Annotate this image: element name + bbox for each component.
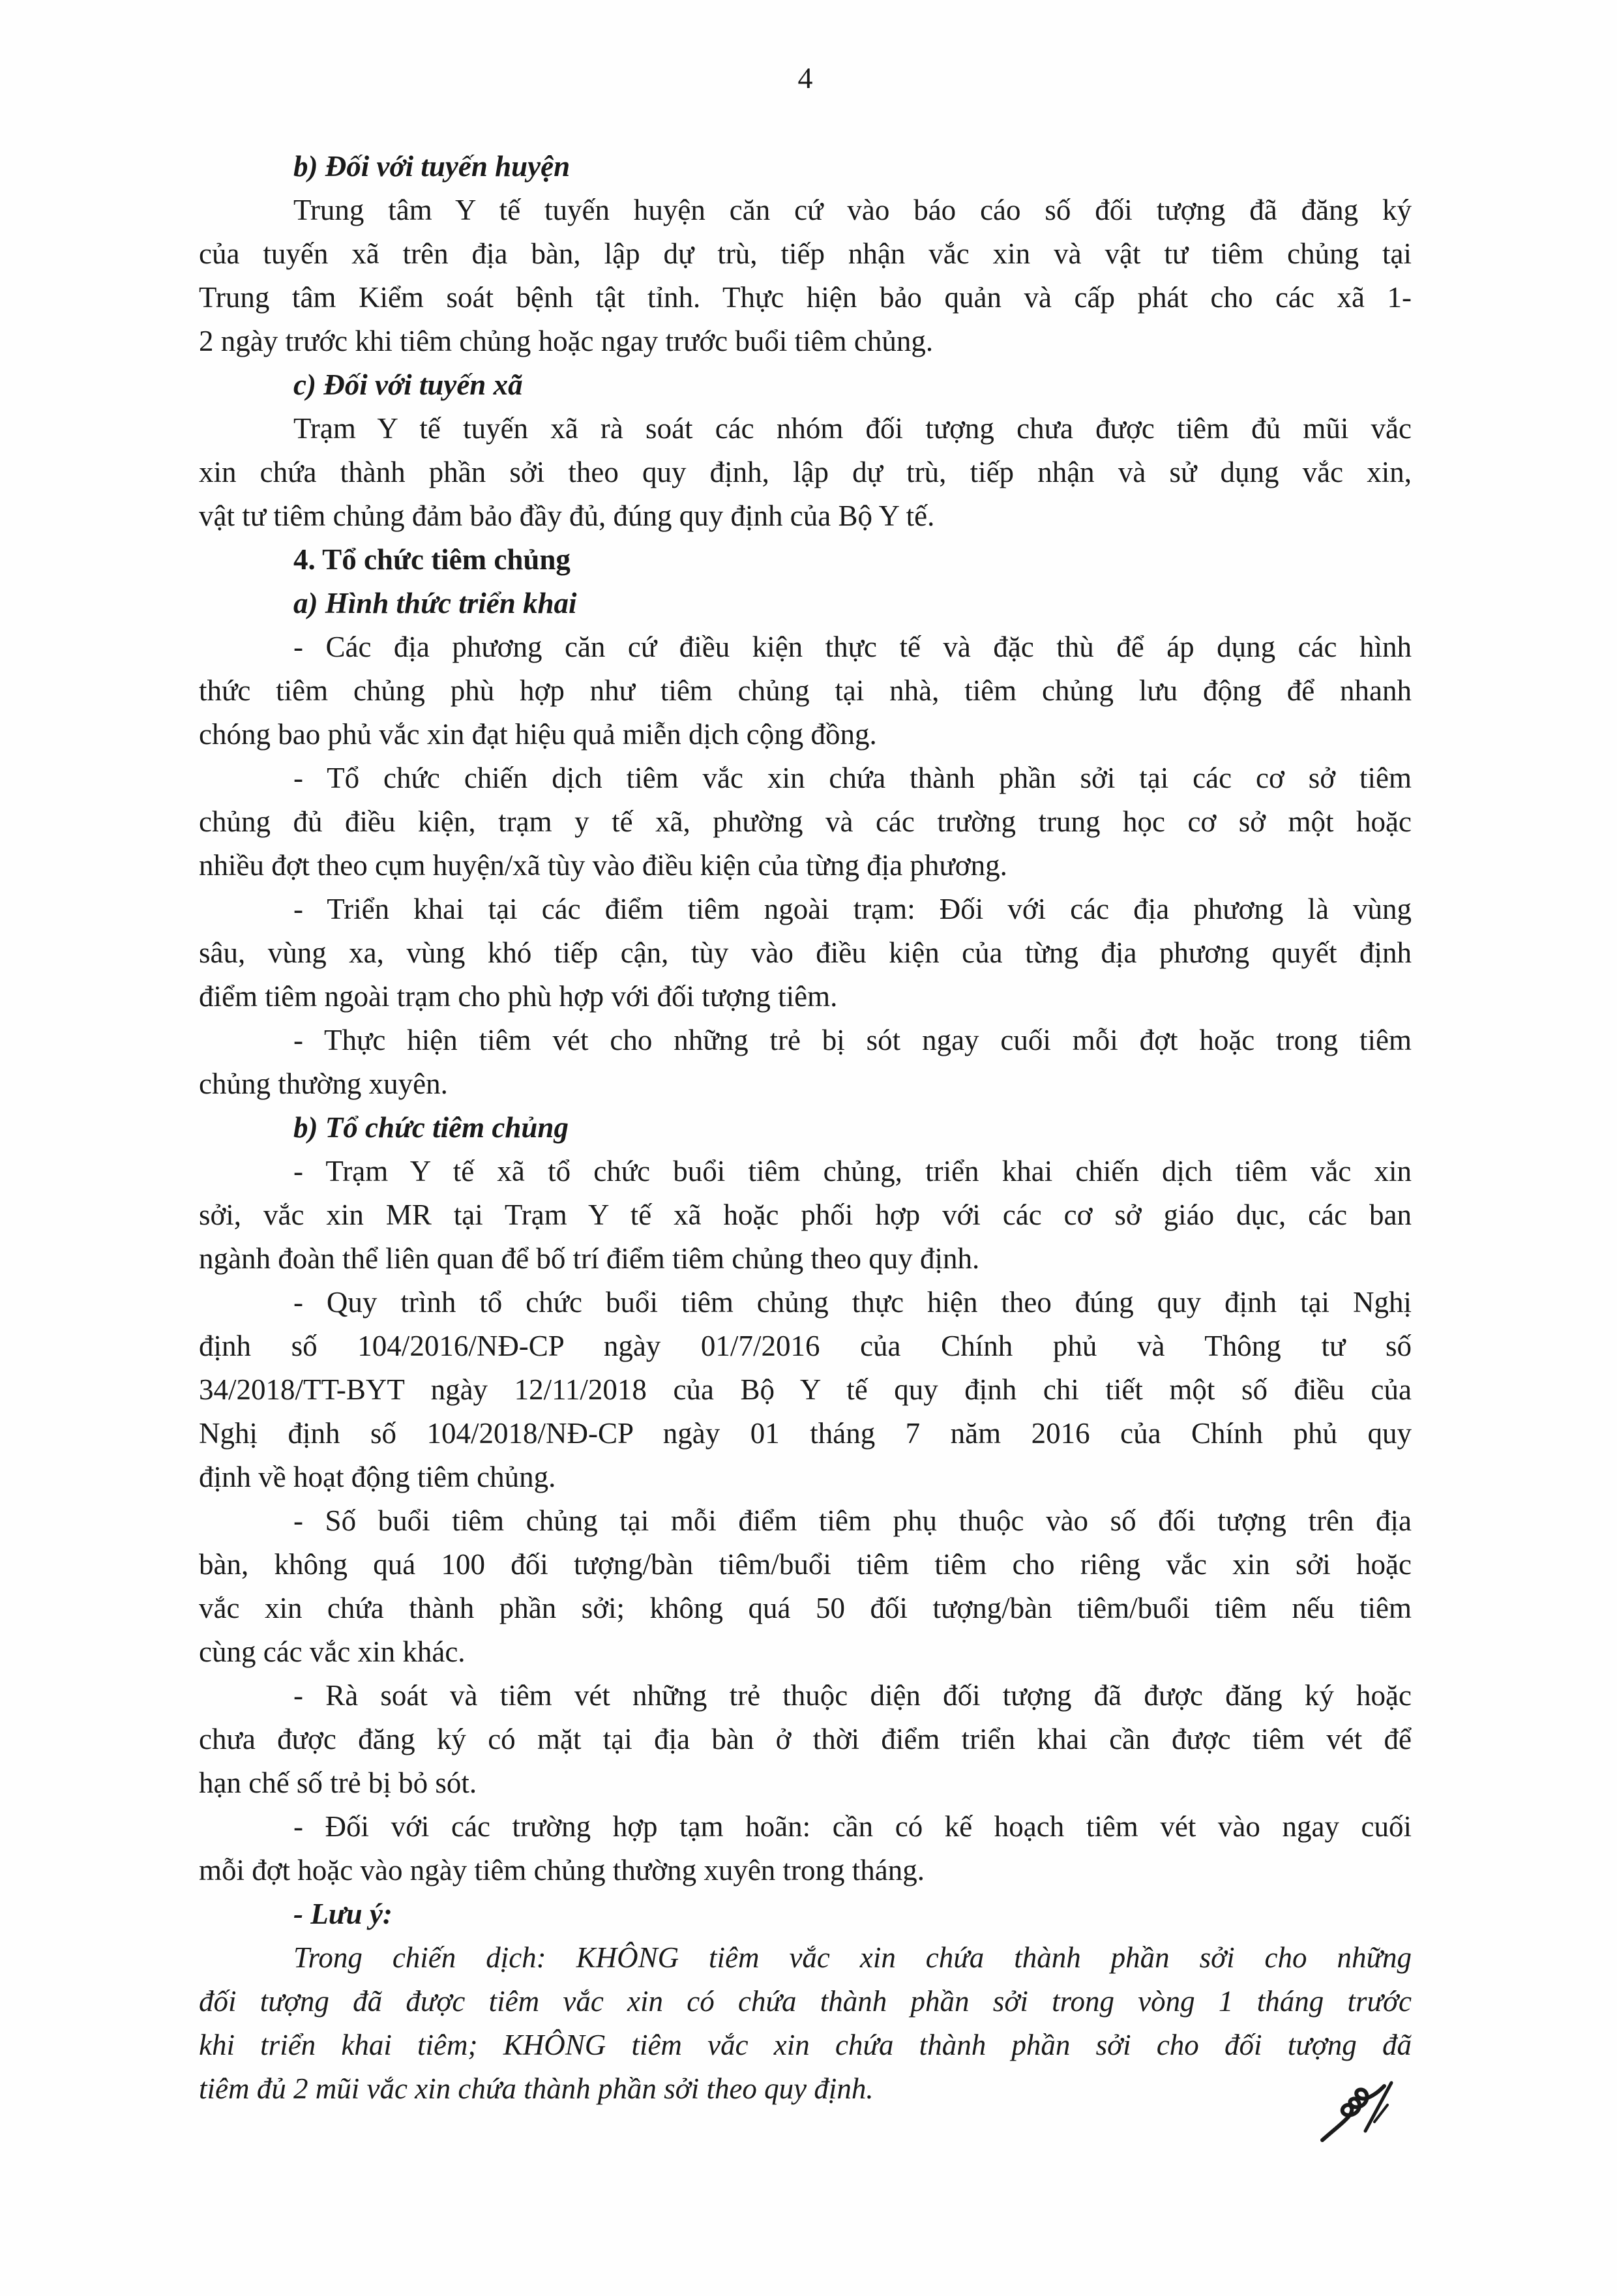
text-line: Trung tâm Y tế tuyến huyện căn cứ vào báo cáo số đối tượng đã đăng ký <box>293 194 1412 226</box>
text-line: Trung tâm Kiểm soát bệnh tật tỉnh. Thực hiện bảo quản và cấp phát cho các xã 1- <box>199 281 1412 314</box>
text-line: chưa được đăng ký có mặt tại địa bàn ở thời điểm triển khai cần được tiêm vét để <box>199 1723 1412 1755</box>
paragraph <box>199 407 1412 538</box>
paragraph <box>199 1281 1412 1499</box>
text-line: 2 ngày trước khi tiêm chủng hoặc ngay trước buổi tiêm chủng. <box>199 325 934 357</box>
heading <box>199 145 1412 188</box>
text-line: Trạm Y tế tuyến xã rà soát các nhóm đối tượng chưa được tiêm đủ mũi vắc <box>293 412 1412 445</box>
text-line: sâu, vùng xa, vùng khó tiếp cận, tùy vào điều kiện của từng địa phương quyết định <box>199 936 1412 969</box>
heading-line: a) Hình thức triển khai <box>293 587 577 619</box>
text-line: - Triển khai tại các điểm tiêm ngoài trạm: Đối với các địa phương là vùng <box>293 893 1412 925</box>
paragraph <box>199 1936 1412 2111</box>
heading-line: b) Đối với tuyến huyện <box>293 150 571 183</box>
text-line: - Rà soát và tiêm vét những trẻ thuộc diện đối tượng đã được đăng ký hoặc <box>293 1679 1412 1712</box>
text-line: mỗi đợt hoặc vào ngày tiêm chủng thường xuyên trong tháng. <box>199 1854 925 1886</box>
text-line: sởi, vắc xin MR tại Trạm Y tế xã hoặc phối hợp với các cơ sở giáo dục, các ban <box>199 1199 1412 1231</box>
document-body <box>199 145 1412 2111</box>
heading <box>199 1892 1412 1936</box>
heading-line: 4. Tổ chức tiêm chủng <box>293 543 571 576</box>
paragraph <box>199 1150 1412 1281</box>
text-line: định số 104/2016/NĐ-CP ngày 01/7/2016 của Chính phủ và Thông tư số <box>199 1330 1412 1362</box>
text-line: - Tổ chức chiến dịch tiêm vắc xin chứa thành phần sởi tại các cơ sở tiêm <box>293 762 1412 794</box>
text-line: chóng bao phủ vắc xin đạt hiệu quả miễn dịch cộng đồng. <box>199 718 877 751</box>
text-line: Trong chiến dịch: KHÔNG tiêm vắc xin chứa thành phần sởi cho những <box>293 1941 1412 1974</box>
heading <box>199 363 1412 407</box>
text-line: Nghị định số 104/2018/NĐ-CP ngày 01 tháng 7 năm 2016 của Chính phủ quy <box>199 1417 1412 1450</box>
text-line: chủng đủ điều kiện, trạm y tế xã, phường và các trường trung học cơ sở một hoặc <box>199 805 1412 838</box>
heading <box>199 538 1412 582</box>
paragraph <box>199 188 1412 363</box>
text-line: đối tượng đã được tiêm vắc xin có chứa thành phần sởi trong vòng 1 tháng trước <box>199 1985 1412 2018</box>
text-line: - Quy trình tổ chức buổi tiêm chủng thực hiện theo đúng quy định tại Nghị <box>293 1286 1412 1319</box>
heading-line: - Lưu ý: <box>293 1898 393 1930</box>
text-line: hạn chế số trẻ bị bỏ sót. <box>199 1767 477 1799</box>
paragraph <box>199 625 1412 756</box>
text-line: ngành đoàn thể liên quan để bố trí điểm tiêm chủng theo quy định. <box>199 1242 980 1275</box>
paragraph <box>199 756 1412 887</box>
handwritten-signature-mark <box>1318 2075 1410 2150</box>
text-line: - Các địa phương căn cứ điều kiện thực tế và đặc thù để áp dụng các hình <box>293 631 1412 663</box>
heading <box>199 1106 1412 1150</box>
paragraph <box>199 1019 1412 1106</box>
text-line: nhiều đợt theo cụm huyện/xã tùy vào điều kiện của từng địa phương. <box>199 849 1007 882</box>
page-number: 4 <box>797 61 813 95</box>
heading-line: c) Đối với tuyến xã <box>293 368 523 401</box>
text-line: - Đối với các trường hợp tạm hoãn: cần có kế hoạch tiêm vét vào ngay cuối <box>293 1810 1412 1843</box>
text-line: - Thực hiện tiêm vét cho những trẻ bị sót ngay cuối mỗi đợt hoặc trong tiêm <box>293 1024 1412 1056</box>
text-line: bàn, không quá 100 đối tượng/bàn tiêm/buổi tiêm tiêm cho riêng vắc xin sởi hoặc <box>199 1548 1412 1581</box>
text-line: điểm tiêm ngoài trạm cho phù hợp với đối tượng tiêm. <box>199 980 838 1013</box>
text-line: cùng các vắc xin khác. <box>199 1635 466 1668</box>
heading <box>199 582 1412 625</box>
text-line: tiêm đủ 2 mũi vắc xin chứa thành phần sởi theo quy định. <box>199 2072 874 2105</box>
text-line: 34/2018/TT-BYT ngày 12/11/2018 của Bộ Y tế quy định chi tiết một số điều của <box>199 1373 1412 1406</box>
paragraph <box>199 1674 1412 1805</box>
text-line: thức tiêm chủng phù hợp như tiêm chủng tại nhà, tiêm chủng lưu động để nhanh <box>199 674 1412 707</box>
text-line: vắc xin chứa thành phần sởi; không quá 50 đối tượng/bàn tiêm/buổi tiêm nếu tiêm <box>199 1592 1412 1624</box>
text-line: chủng thường xuyên. <box>199 1067 448 1100</box>
paragraph <box>199 887 1412 1019</box>
text-line: của tuyến xã trên địa bàn, lập dự trù, tiếp nhận vắc xin và vật tư tiêm chủng tại <box>199 237 1412 270</box>
paragraph <box>199 1499 1412 1674</box>
text-line: - Số buổi tiêm chủng tại mỗi điểm tiêm phụ thuộc vào số đối tượng trên địa <box>293 1504 1412 1537</box>
text-line: - Trạm Y tế xã tổ chức buổi tiêm chủng, triển khai chiến dịch tiêm vắc xin <box>293 1155 1412 1187</box>
text-line: vật tư tiêm chủng đảm bảo đầy đủ, đúng quy định của Bộ Y tế. <box>199 499 935 532</box>
text-line: khi triển khai tiêm; KHÔNG tiêm vắc xin chứa thành phần sởi cho đối tượng đã <box>199 2029 1412 2061</box>
heading-line: b) Tổ chức tiêm chủng <box>293 1111 569 1144</box>
text-line: xin chứa thành phần sởi theo quy định, lập dự trù, tiếp nhận và sử dụng vắc xin, <box>199 456 1412 488</box>
text-line: định về hoạt động tiêm chủng. <box>199 1461 556 1493</box>
paragraph <box>199 1805 1412 1892</box>
